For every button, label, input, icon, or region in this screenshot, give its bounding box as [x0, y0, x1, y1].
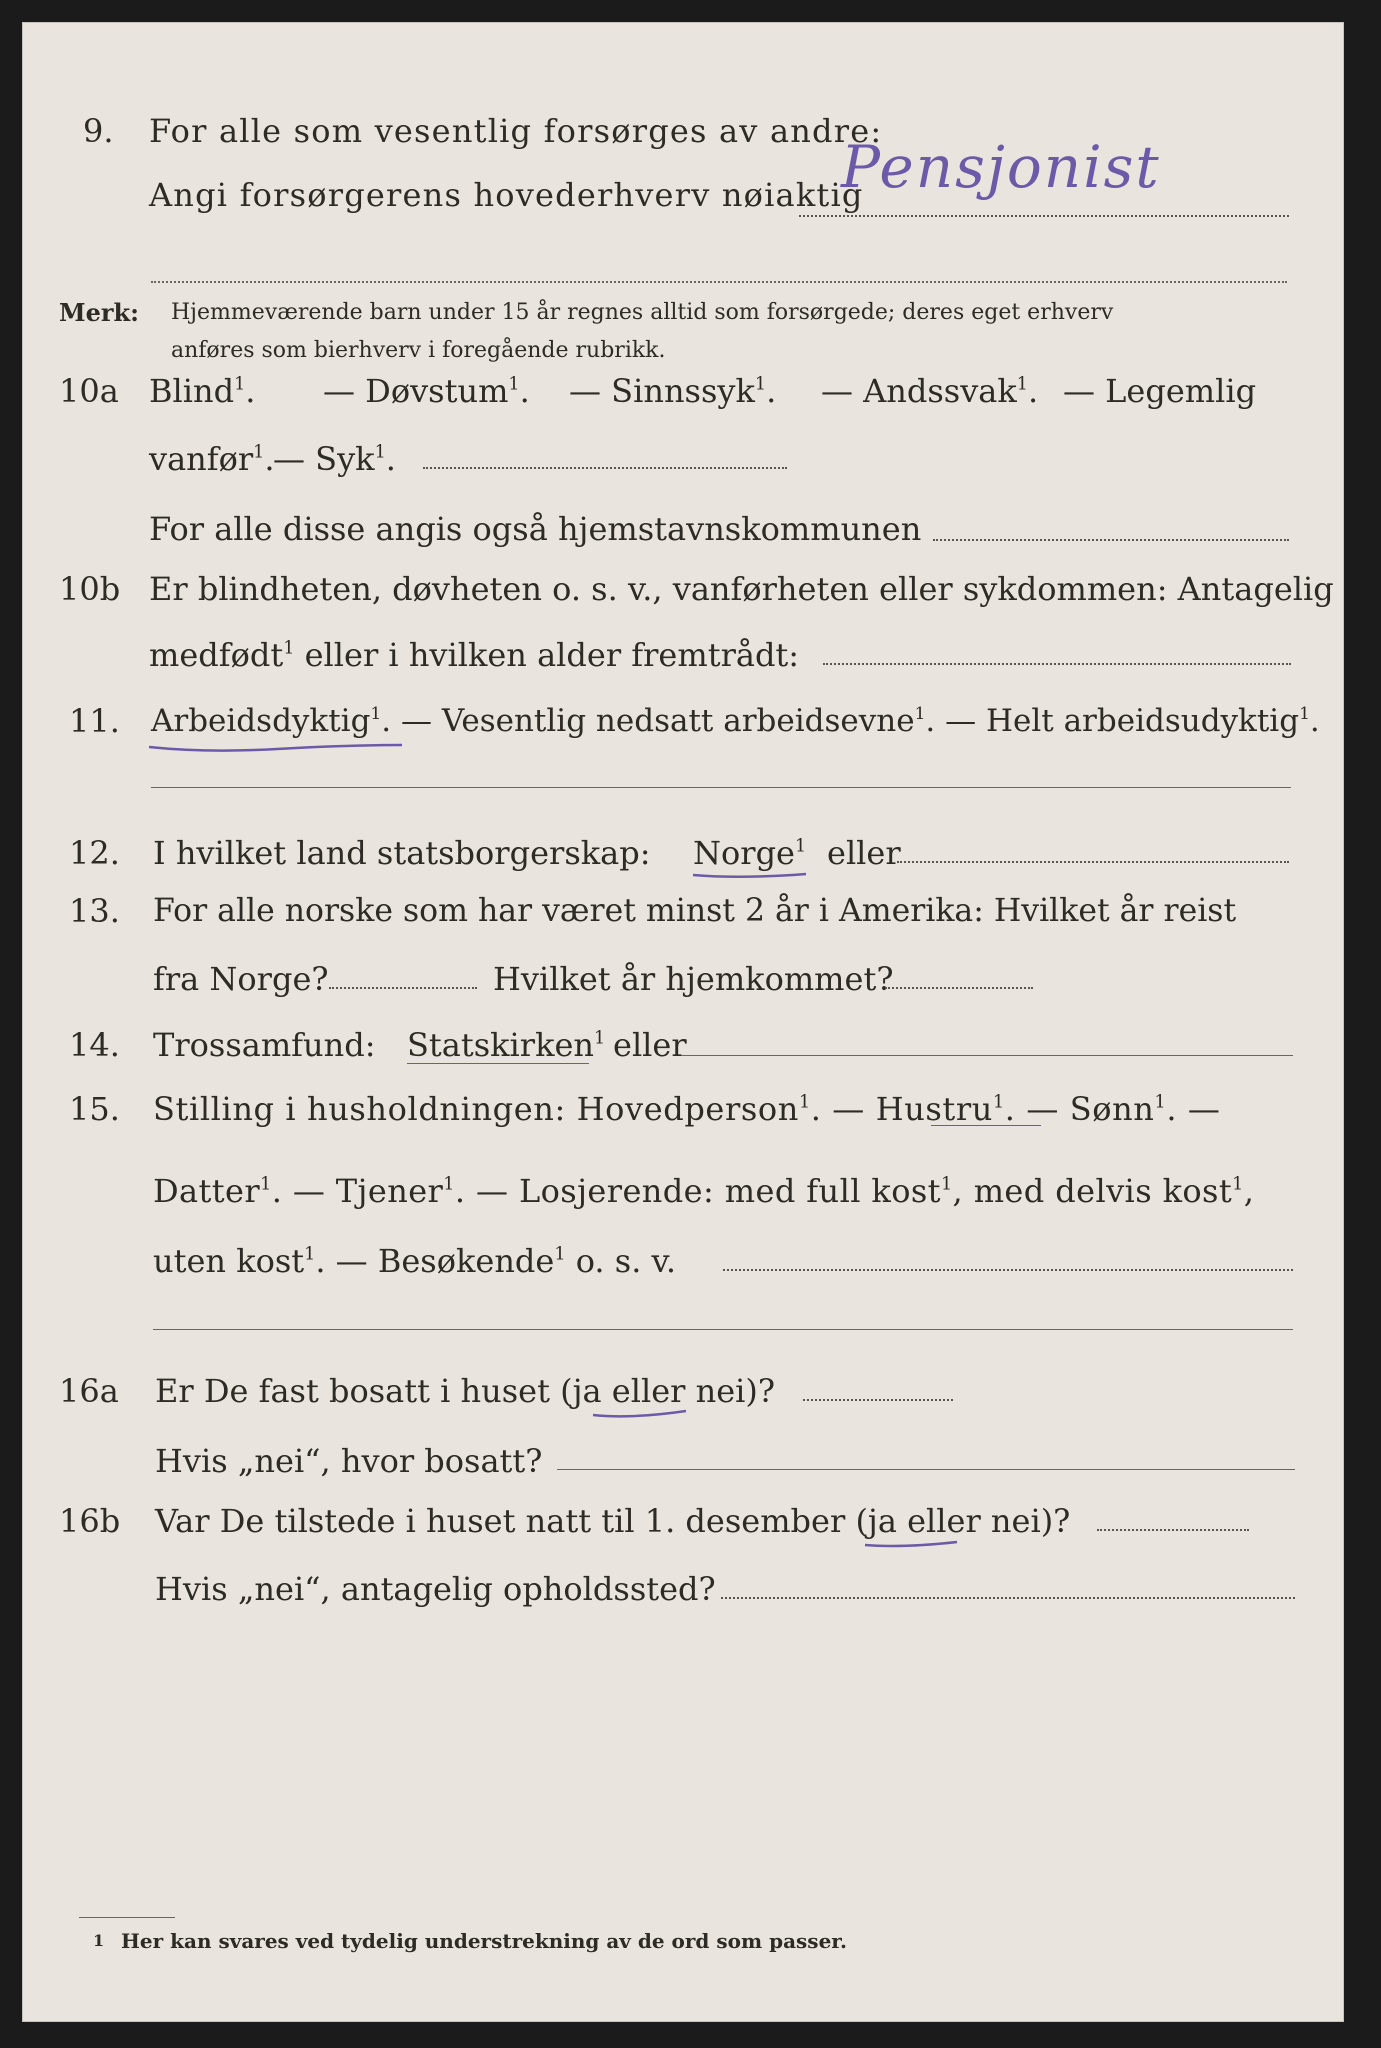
q14-line	[23, 1023, 1343, 1067]
q15-number: 15.	[69, 1090, 120, 1128]
q10a-syk-line	[423, 467, 787, 469]
q13-reist: fra Norge?	[153, 960, 329, 998]
census-form-page	[22, 22, 1344, 2022]
q9-number: 9.	[83, 112, 114, 150]
q12-number: 12.	[69, 834, 120, 872]
q10a-andssvak: — Andssvak$^1$.	[821, 372, 1039, 410]
q12-text: I hvilket land statsborgerskap:	[153, 834, 651, 872]
footnote-rule	[79, 1917, 175, 1918]
q10b-text1: Er blindheten, døvheten o. s. v., vanførheten eller sykdommen: Antagelig	[149, 570, 1334, 608]
q12-norge-underline	[691, 869, 811, 883]
q10a-hjemstavn: For alle disse angis også hjemstavnskommunen	[149, 510, 922, 548]
q9-answer-line	[799, 215, 1289, 217]
q9-text1: For alle som vesentlig forsørges av andre:	[149, 112, 883, 150]
q10a-line2	[23, 437, 1343, 481]
q14-statskirken-underline	[407, 1063, 589, 1064]
footnote	[23, 1927, 1343, 1971]
q10b-line2	[23, 633, 1343, 677]
q10b-line1	[23, 567, 1343, 611]
q14-text: Trossamfund:	[153, 1026, 376, 1064]
q15-line2	[23, 1169, 1343, 1213]
q10a-blind: Blind$^1$.	[149, 372, 256, 410]
q10a-line3	[23, 507, 1343, 551]
footnote-marker: 1	[93, 1931, 105, 1950]
q10a-hjemstavn-line	[933, 539, 1289, 541]
q13-number: 13.	[69, 892, 120, 930]
q10a-dovstum: — Døvstum$^1$.	[323, 372, 530, 410]
q16b-line2	[23, 1567, 1343, 1611]
q10a-legemlig: — Legemlig	[1063, 372, 1257, 410]
q15-text2: Datter$^1$. — Tjener$^1$. — Losjerende: med full kost$^1$, med delvis kost$^1$,	[153, 1172, 1255, 1210]
q10b-answer-line	[823, 663, 1291, 665]
q10a-vanfor: vanfør$^1$.	[149, 440, 275, 478]
q12-eller: eller	[827, 834, 901, 872]
q16b-number: 16b	[59, 1502, 121, 1540]
q13-line2	[23, 957, 1343, 1001]
q16b-answer-line	[1097, 1529, 1249, 1531]
q11-number: 11.	[69, 702, 120, 740]
merk-label: Merk:	[59, 298, 139, 327]
q14-number: 14.	[69, 1026, 120, 1064]
q15-extra-line	[153, 1329, 1293, 1330]
q16b-line1	[23, 1499, 1343, 1543]
q16b-text1: Var De tilstede i huset natt til 1. desember (ja eller nei)?	[155, 1502, 1071, 1540]
q10a-syk: — Syk$^1$.	[273, 440, 396, 478]
q16a-number: 16a	[59, 1372, 119, 1410]
q14-statskirken: Statskirken$^1$	[407, 1026, 606, 1064]
q12-norge: Norge$^1$	[693, 834, 807, 872]
q12-answer-line	[897, 861, 1289, 863]
q15-answer-line	[723, 1269, 1293, 1271]
q13-reist-line	[329, 987, 477, 989]
q13-hjemkommet-line	[885, 987, 1033, 989]
q15-hustru-underline	[931, 1125, 1041, 1126]
q10a-sinnssyk: — Sinnssyk$^1$.	[569, 372, 777, 410]
q16b-answer-line2	[721, 1597, 1295, 1599]
q16a-ja-underline	[591, 1407, 691, 1421]
q13-hjemkommet: Hvilket år hjemkommet?	[493, 960, 894, 998]
q10b-number: 10b	[59, 570, 121, 608]
q14-eller: eller	[613, 1026, 687, 1064]
q13-line1	[23, 889, 1343, 933]
q16a-bosatt-line	[557, 1469, 1295, 1470]
q14-answer-line	[681, 1055, 1293, 1056]
footnote-text: Her kan svares ved tydelig understrekning av de ord som passer.	[121, 1929, 847, 1953]
q10a-number: 10a	[59, 372, 119, 410]
q13-text1: For alle norske som har været minst 2 år i Amerika: Hvilket år reist	[153, 893, 1237, 929]
q11-arbeidsdyktig-underline	[147, 737, 407, 757]
q16a-line2	[23, 1439, 1343, 1483]
merk-text1: Hjemmeværende barn under 15 år regnes alltid som forsørgede; deres eget erhverv	[171, 300, 1114, 325]
q16a-text1: Er De fast bosatt i huset (ja eller nei)?	[155, 1372, 776, 1410]
merk-text2: anføres som bierhverv i foregående rubrikk.	[171, 338, 666, 363]
q11-extra-line	[151, 787, 1291, 788]
q15-text1: Stilling i husholdningen: Hovedperson$^1$. — Hustru$^1$. — Sønn$^1$. —	[153, 1090, 1221, 1128]
q15-text3: uten kost$^1$. — Besøkende$^1$ o. s. v.	[153, 1242, 676, 1280]
q9-extra-line	[151, 281, 1287, 283]
q16a-text2: Hvis „nei“, hvor bosatt?	[155, 1442, 543, 1480]
q16b-ja-underline	[863, 1537, 963, 1551]
q16a-answer-line	[803, 1399, 953, 1401]
q15-line1	[23, 1087, 1343, 1131]
q9-text2: Angi forsørgerens hovederhverv nøiaktig	[149, 176, 864, 214]
q16b-text2: Hvis „nei“, antagelig opholdssted?	[155, 1570, 716, 1608]
q10b-medfodt: medfødt$^1$ eller i hvilken alder fremtrådt:	[149, 636, 800, 674]
q11-text: Arbeidsdyktig$^1$. — Vesentlig nedsatt arbeidsevne$^1$. — Helt arbeidsudyktig$^1$.	[151, 703, 1320, 739]
q12-line	[23, 831, 1343, 875]
q15-line3	[23, 1239, 1343, 1283]
q9-handwritten-answer: Pensjonist	[841, 133, 1161, 201]
q10a-line1	[23, 369, 1343, 413]
